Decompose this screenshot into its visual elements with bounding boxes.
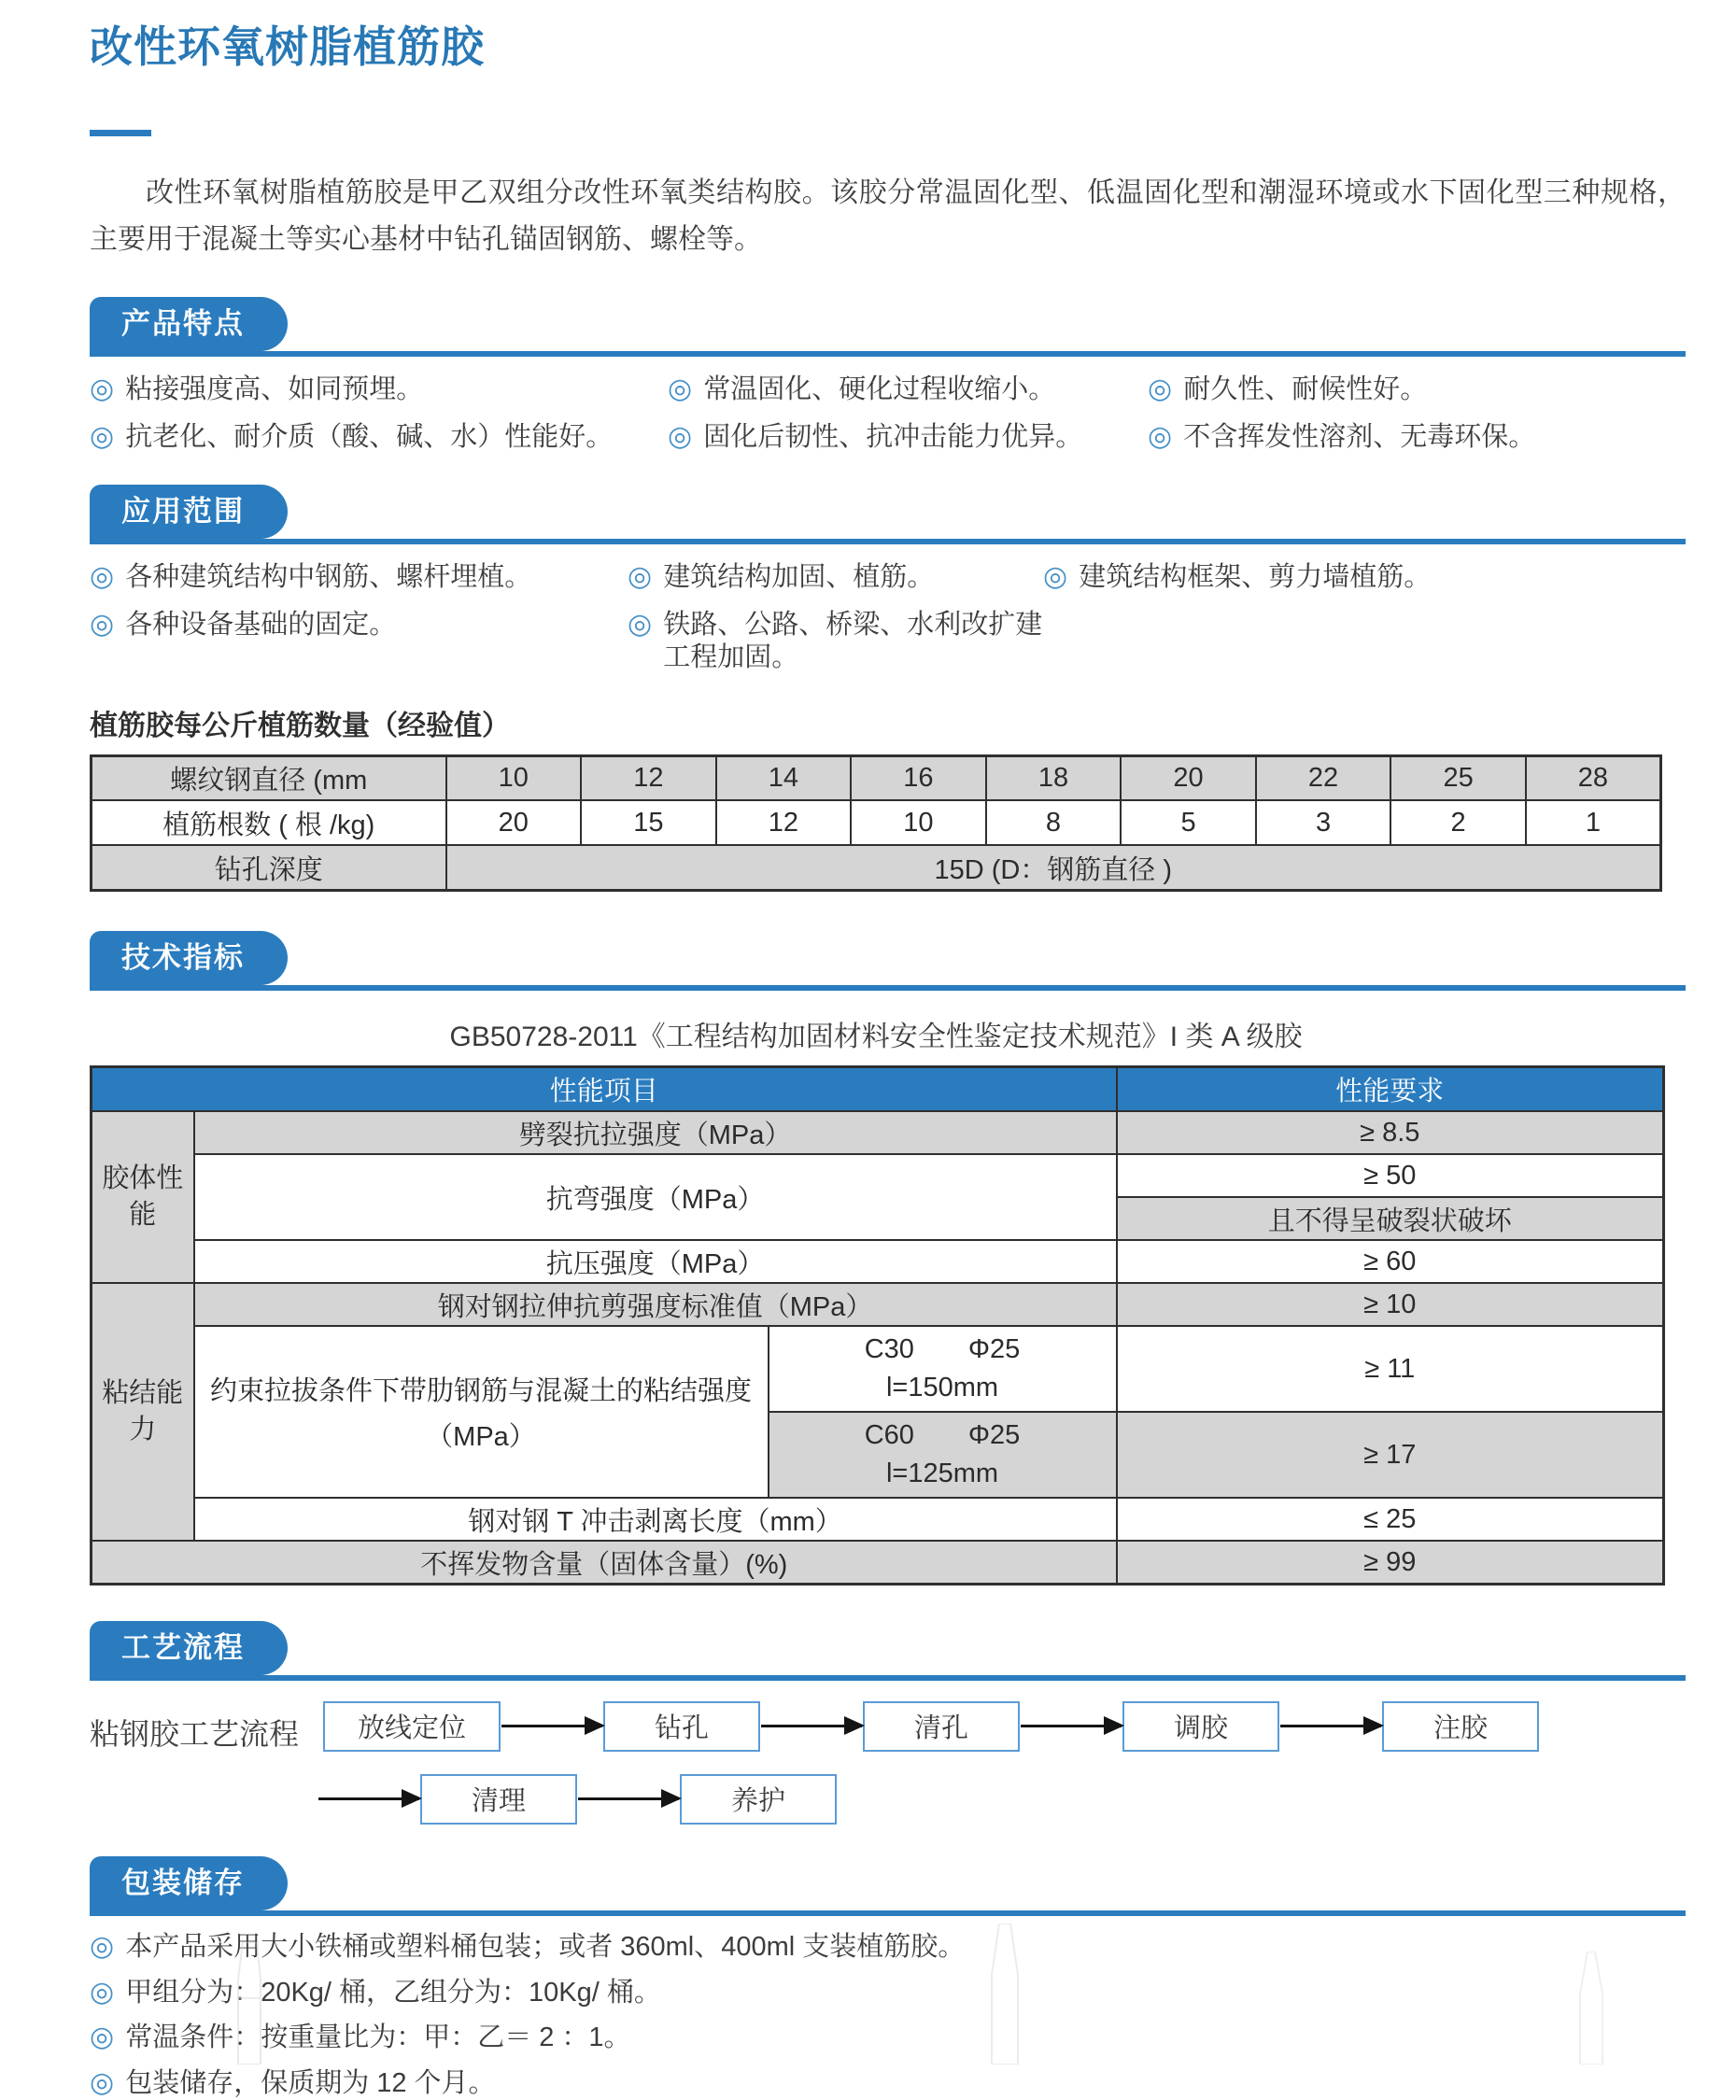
right-arrow-icon xyxy=(1021,1725,1122,1727)
table-row xyxy=(92,1326,1664,1412)
spec-col-item-header: 性能项目 xyxy=(92,1066,1117,1111)
right-arrow-icon xyxy=(761,1725,862,1727)
table-row: 植筋根数 ( 根 /kg) 20 15 12 10 8 5 3 2 1 xyxy=(92,800,1661,845)
application-item xyxy=(90,561,628,594)
rebar-table-caption: 植筋胶每公斤植筋数量（经验值） xyxy=(90,710,510,741)
double-circle-bullet-icon: ◎ xyxy=(90,420,115,452)
application-item xyxy=(628,561,1043,594)
double-circle-bullet-icon: ◎ xyxy=(628,609,653,641)
features-badge: 产品特点 xyxy=(90,297,288,351)
spec-requirement: ≥ 50 xyxy=(1117,1154,1664,1197)
right-arrow-icon xyxy=(318,1797,419,1800)
application-item-text: 各种设备基础的固定。 xyxy=(125,610,397,641)
section-heading-process xyxy=(90,1621,1686,1681)
double-circle-bullet-icon: ◎ xyxy=(90,1930,115,1962)
double-circle-bullet-icon: ◎ xyxy=(90,1976,115,2008)
spec-standard-caption: GB50728-2011《工程结构加固材料安全性鉴定技术规范》I 类 A 级胶 xyxy=(449,1021,1303,1052)
section-heading-packaging xyxy=(90,1856,1686,1916)
flow-step: 调胶 xyxy=(1122,1701,1279,1752)
applications-badge: 应用范围 xyxy=(90,485,288,539)
application-item-text: 建筑结构框架、剪力墙植筋。 xyxy=(1079,562,1432,593)
process-subtitle: 粘钢胶工艺流程 xyxy=(90,1716,300,1751)
double-circle-bullet-icon: ◎ xyxy=(90,373,115,404)
spec-label: 抗弯强度（MPa） xyxy=(194,1154,1117,1240)
right-arrow-icon xyxy=(501,1725,602,1727)
double-circle-bullet-icon: ◎ xyxy=(90,2022,115,2053)
drill-depth-label: 钻孔深度 xyxy=(92,845,446,890)
embed-length: l=150mm xyxy=(885,1373,999,1403)
concrete-grade: C30 xyxy=(864,1334,914,1365)
packaging-item xyxy=(90,2022,1686,2054)
spec-label: 不挥发物含量（固体含量）(%) xyxy=(92,1541,1117,1584)
feature-item xyxy=(1148,421,1686,454)
table-row xyxy=(92,1541,1664,1584)
spec-requirement: ≥ 11 xyxy=(1117,1326,1664,1412)
concrete-grade: C60 xyxy=(864,1420,914,1451)
application-item-text: 建筑结构加固、植筋。 xyxy=(663,562,935,593)
spec-label xyxy=(194,1326,769,1498)
application-item xyxy=(1043,561,1686,594)
table-row xyxy=(92,1283,1664,1326)
applications-list xyxy=(90,561,1686,673)
flow-step: 养护 xyxy=(680,1774,837,1825)
rebar-table xyxy=(90,754,1662,892)
section-heading-specs xyxy=(90,931,1686,991)
double-circle-bullet-icon: ◎ xyxy=(90,609,115,641)
feature-item xyxy=(90,373,668,406)
double-circle-bullet-icon: ◎ xyxy=(628,561,653,593)
flow-step: 钻孔 xyxy=(603,1701,760,1752)
spec-requirement: 且不得呈破裂状破坏 xyxy=(1117,1197,1664,1240)
table-header-row xyxy=(92,1066,1664,1111)
right-arrow-icon xyxy=(1280,1725,1381,1727)
spec-table xyxy=(90,1065,1665,1586)
spec-label: 钢对钢 T 冲击剥离长度（mm） xyxy=(194,1498,1117,1541)
double-circle-bullet-icon: ◎ xyxy=(90,561,115,593)
spec-label: 钢对钢拉伸抗剪强度标准值（MPa） xyxy=(194,1283,1117,1326)
title-underline xyxy=(90,130,151,136)
application-item xyxy=(628,609,1043,674)
spec-requirement: ≥ 60 xyxy=(1117,1240,1664,1283)
spec-requirement: ≥ 8.5 xyxy=(1117,1111,1664,1154)
rebar-header-cell: 螺纹钢直径 (mm xyxy=(92,755,446,800)
table-row xyxy=(92,1498,1664,1541)
group-bond-capacity: 粘结能力 xyxy=(92,1283,194,1541)
packaging-item xyxy=(90,2067,1686,2100)
section-heading-applications xyxy=(90,485,1686,544)
feature-item-text: 抗老化、耐介质（酸、碱、水）性能好。 xyxy=(125,421,614,452)
packaging-item-text: 本产品采用大小铁桶或塑料桶包装；或者 360ml、400ml 支装植筋胶。 xyxy=(125,1931,966,1962)
process-flow-area xyxy=(90,1701,1686,1825)
page-title: 改性环氧树脂植筋胶 xyxy=(90,22,485,71)
feature-item-text: 固化后韧性、抗冲击能力优异。 xyxy=(703,421,1083,452)
table-row: 螺纹钢直径 (mm 10 12 14 16 18 20 22 25 28 xyxy=(92,755,1661,800)
bar-diameter: Φ25 xyxy=(967,1334,1021,1365)
feature-item xyxy=(90,421,668,454)
double-circle-bullet-icon: ◎ xyxy=(1148,420,1173,452)
drill-depth-value: 15D (D：钢筋直径 ) xyxy=(446,845,1661,890)
double-circle-bullet-icon: ◎ xyxy=(668,373,693,404)
double-circle-bullet-icon: ◎ xyxy=(1043,561,1068,593)
embed-length: l=125mm xyxy=(885,1459,999,1489)
packaging-item-text: 常温条件：按重量比为：甲：乙＝ 2 ：1。 xyxy=(125,2022,631,2053)
feature-item-text: 不含挥发性溶剂、无毒环保。 xyxy=(1183,421,1536,452)
packaging-item xyxy=(90,1931,1686,1964)
packaging-item xyxy=(90,1977,1686,2009)
table-row xyxy=(92,1154,1664,1197)
feature-item xyxy=(668,421,1148,454)
table-row xyxy=(92,845,1661,890)
spec-label: 抗压强度（MPa） xyxy=(194,1240,1117,1283)
flow-step: 清孔 xyxy=(863,1701,1020,1752)
packaging-item-text: 包装储存，保质期为 12 个月。 xyxy=(125,2068,496,2099)
process-badge: 工艺流程 xyxy=(90,1621,288,1675)
flow-row-1 xyxy=(323,1701,1686,1752)
packaging-item-text: 甲组分为：20Kg/ 桶，乙组分为：10Kg/ 桶。 xyxy=(125,1977,661,2008)
condition-cell xyxy=(769,1326,1117,1412)
bond-strength-label: 约束拉拔条件下带肋钢筋与混凝土的粘结强度 （MPa） xyxy=(209,1376,752,1453)
spec-requirement: ≤ 25 xyxy=(1117,1498,1664,1541)
double-circle-bullet-icon: ◎ xyxy=(1148,373,1173,404)
spec-requirement: ≥ 10 xyxy=(1117,1283,1664,1326)
flowchart xyxy=(323,1701,1686,1825)
group-body-performance: 胶体性能 xyxy=(92,1111,194,1283)
application-item xyxy=(90,609,628,674)
flow-row-2 xyxy=(318,1774,1686,1825)
bar-diameter: Φ25 xyxy=(967,1420,1021,1451)
packaging-list xyxy=(90,1931,1686,2100)
specs-badge: 技术指标 xyxy=(90,931,288,985)
table-row xyxy=(92,1240,1664,1283)
application-item-text: 各种建筑结构中钢筋、螺杆埋植。 xyxy=(125,562,532,593)
double-circle-bullet-icon: ◎ xyxy=(90,2067,115,2099)
rebar-count-cell: 植筋根数 ( 根 /kg) xyxy=(92,800,446,845)
intro-paragraph: 改性环氧树脂植筋胶是甲乙双组分改性环氧类结构胶。该胶分常温固化型、低温固化型和潮湿环境或水下固化型三种规格，主要用于混凝土等实心基材中钻孔锚固钢筋、螺栓等。 xyxy=(90,176,1686,255)
condition-cell xyxy=(769,1412,1117,1498)
flow-step: 放线定位 xyxy=(323,1701,501,1752)
spec-requirement: ≥ 99 xyxy=(1117,1541,1664,1584)
feature-item-text: 耐久性、耐候性好。 xyxy=(1183,373,1428,404)
packaging-badge: 包装储存 xyxy=(90,1856,288,1910)
flow-step: 注胶 xyxy=(1382,1701,1539,1752)
feature-item xyxy=(668,373,1148,406)
feature-item-text: 常温固化、硬化过程收缩小。 xyxy=(703,373,1056,404)
double-circle-bullet-icon: ◎ xyxy=(668,420,693,452)
feature-item-text: 粘接强度高、如同预埋。 xyxy=(125,373,424,404)
right-arrow-icon xyxy=(578,1797,679,1800)
features-list xyxy=(90,373,1686,454)
application-item-text: 铁路、公路、桥梁、水利改扩建工程加固。 xyxy=(663,610,1043,673)
section-heading-features xyxy=(90,297,1686,357)
spec-requirement: ≥ 17 xyxy=(1117,1412,1664,1498)
flow-step: 清理 xyxy=(420,1774,577,1825)
table-row xyxy=(92,1111,1664,1154)
spec-label: 劈裂抗拉强度（MPa） xyxy=(194,1111,1117,1154)
spec-col-req-header: 性能要求 xyxy=(1117,1066,1664,1111)
feature-item xyxy=(1148,373,1686,406)
